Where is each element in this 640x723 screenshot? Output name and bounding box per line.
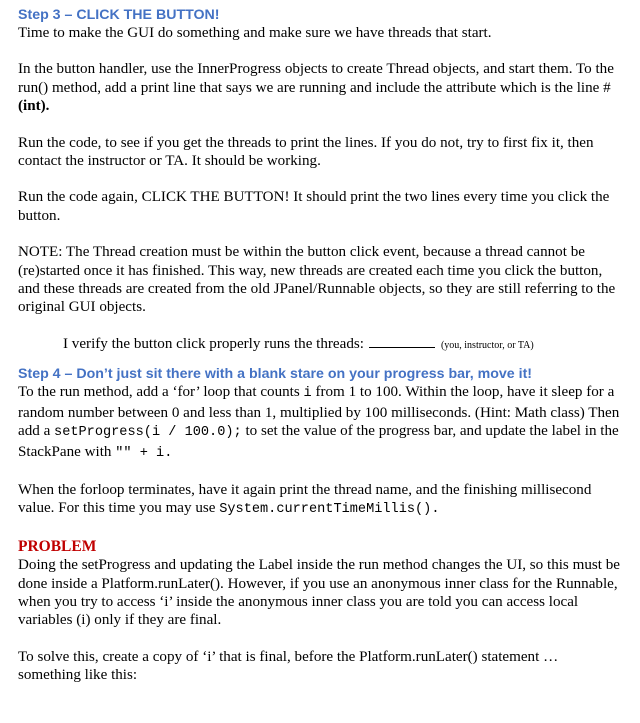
step3-paragraph-2: Run the code, to see if you get the threads to print the lines. If you do not, try to first fix it, then contact the instructor or TA. It should be working. [18,134,594,170]
code-i: i [303,386,312,402]
spacer [18,170,622,188]
spacer [18,463,622,481]
step3-paragraph-1-bold: (int). [18,98,50,115]
step3-paragraph-3: Run the code again, CLICK THE BUTTON! It should print the two lines every time you click the button. [18,189,610,224]
spacer [18,42,622,60]
spacer [18,317,622,335]
spacer [18,355,622,365]
verify-note: (you, instructor, or TA) [440,339,534,351]
step4-heading: Step 4 – Don’t just sit there with a blank stare on your progress bar, move it! [18,366,533,383]
step4-p1-text-b: from 1 to 100. Within the loop, have it sleep for a random number between 0 and less than 1, multiplied by 100 milliseconds. (Hint: Math class) Then add a [18,384,620,440]
verify-text: I verify the button click properly runs the threads: [63,335,364,352]
step3-paragraph-1 [18,60,622,115]
step3-note: NOTE: The Thread creation must be within the button click event, because a thread cannot be (re)started once it has finished. This way, new threads are created each time you click the button, and these threads are created from the old JPanel/Runnable objects, so they are still referring to the original GUI objects. [18,244,616,316]
solve-text: To solve this, create a copy of ‘i’ that is final, before the Platform.runLater() statement … something like this: [18,648,559,684]
step3-heading: Step 3 – CLICK THE BUTTON! [18,7,220,23]
signature-blank [369,335,435,348]
step4-p1-text-c: to set the value of the progress bar, and update the label in the StackPane with [18,423,619,460]
problem-text: Doing the setProgress and updating the Label inside the run method changes the UI, so this must be done inside a Platform.runLater(). However, if you use an anonymous inner class for the Runnable, when you try to access ‘i’ inside the anonymous inner class you are told you can access local variables (i) only if they are final. [18,557,620,629]
code-label-concat: "" + i. [115,445,173,461]
step3-paragraph-1-text: In the button handler, use the InnerProgress objects to create Thread objects, and start them. To the run() method, add a print line that says we are running and include the attribute which is the line # [18,61,614,96]
code-current-time: System.currentTimeMillis(). [219,502,440,518]
code-set-progress: setProgress(i / 100.0); [54,425,242,441]
spacer [18,630,622,648]
verify-line [18,335,622,355]
document-page [18,6,622,685]
spacer [18,225,622,243]
problem-heading: PROBLEM [18,537,97,555]
step4-paragraph-1 [18,383,622,463]
spacer [18,520,622,538]
step3-intro: Time to make the GUI do something and make sure we have threads that start. [18,25,492,41]
step4-paragraph-2 [18,481,622,520]
step4-p1-text-a: To the run method, add a ‘for’ loop that counts [18,384,304,401]
step4-p2-text: When the forloop terminates, have it again print the thread name, and the finishing millisecond value. For this time you may use [18,481,592,517]
spacer [18,116,622,134]
